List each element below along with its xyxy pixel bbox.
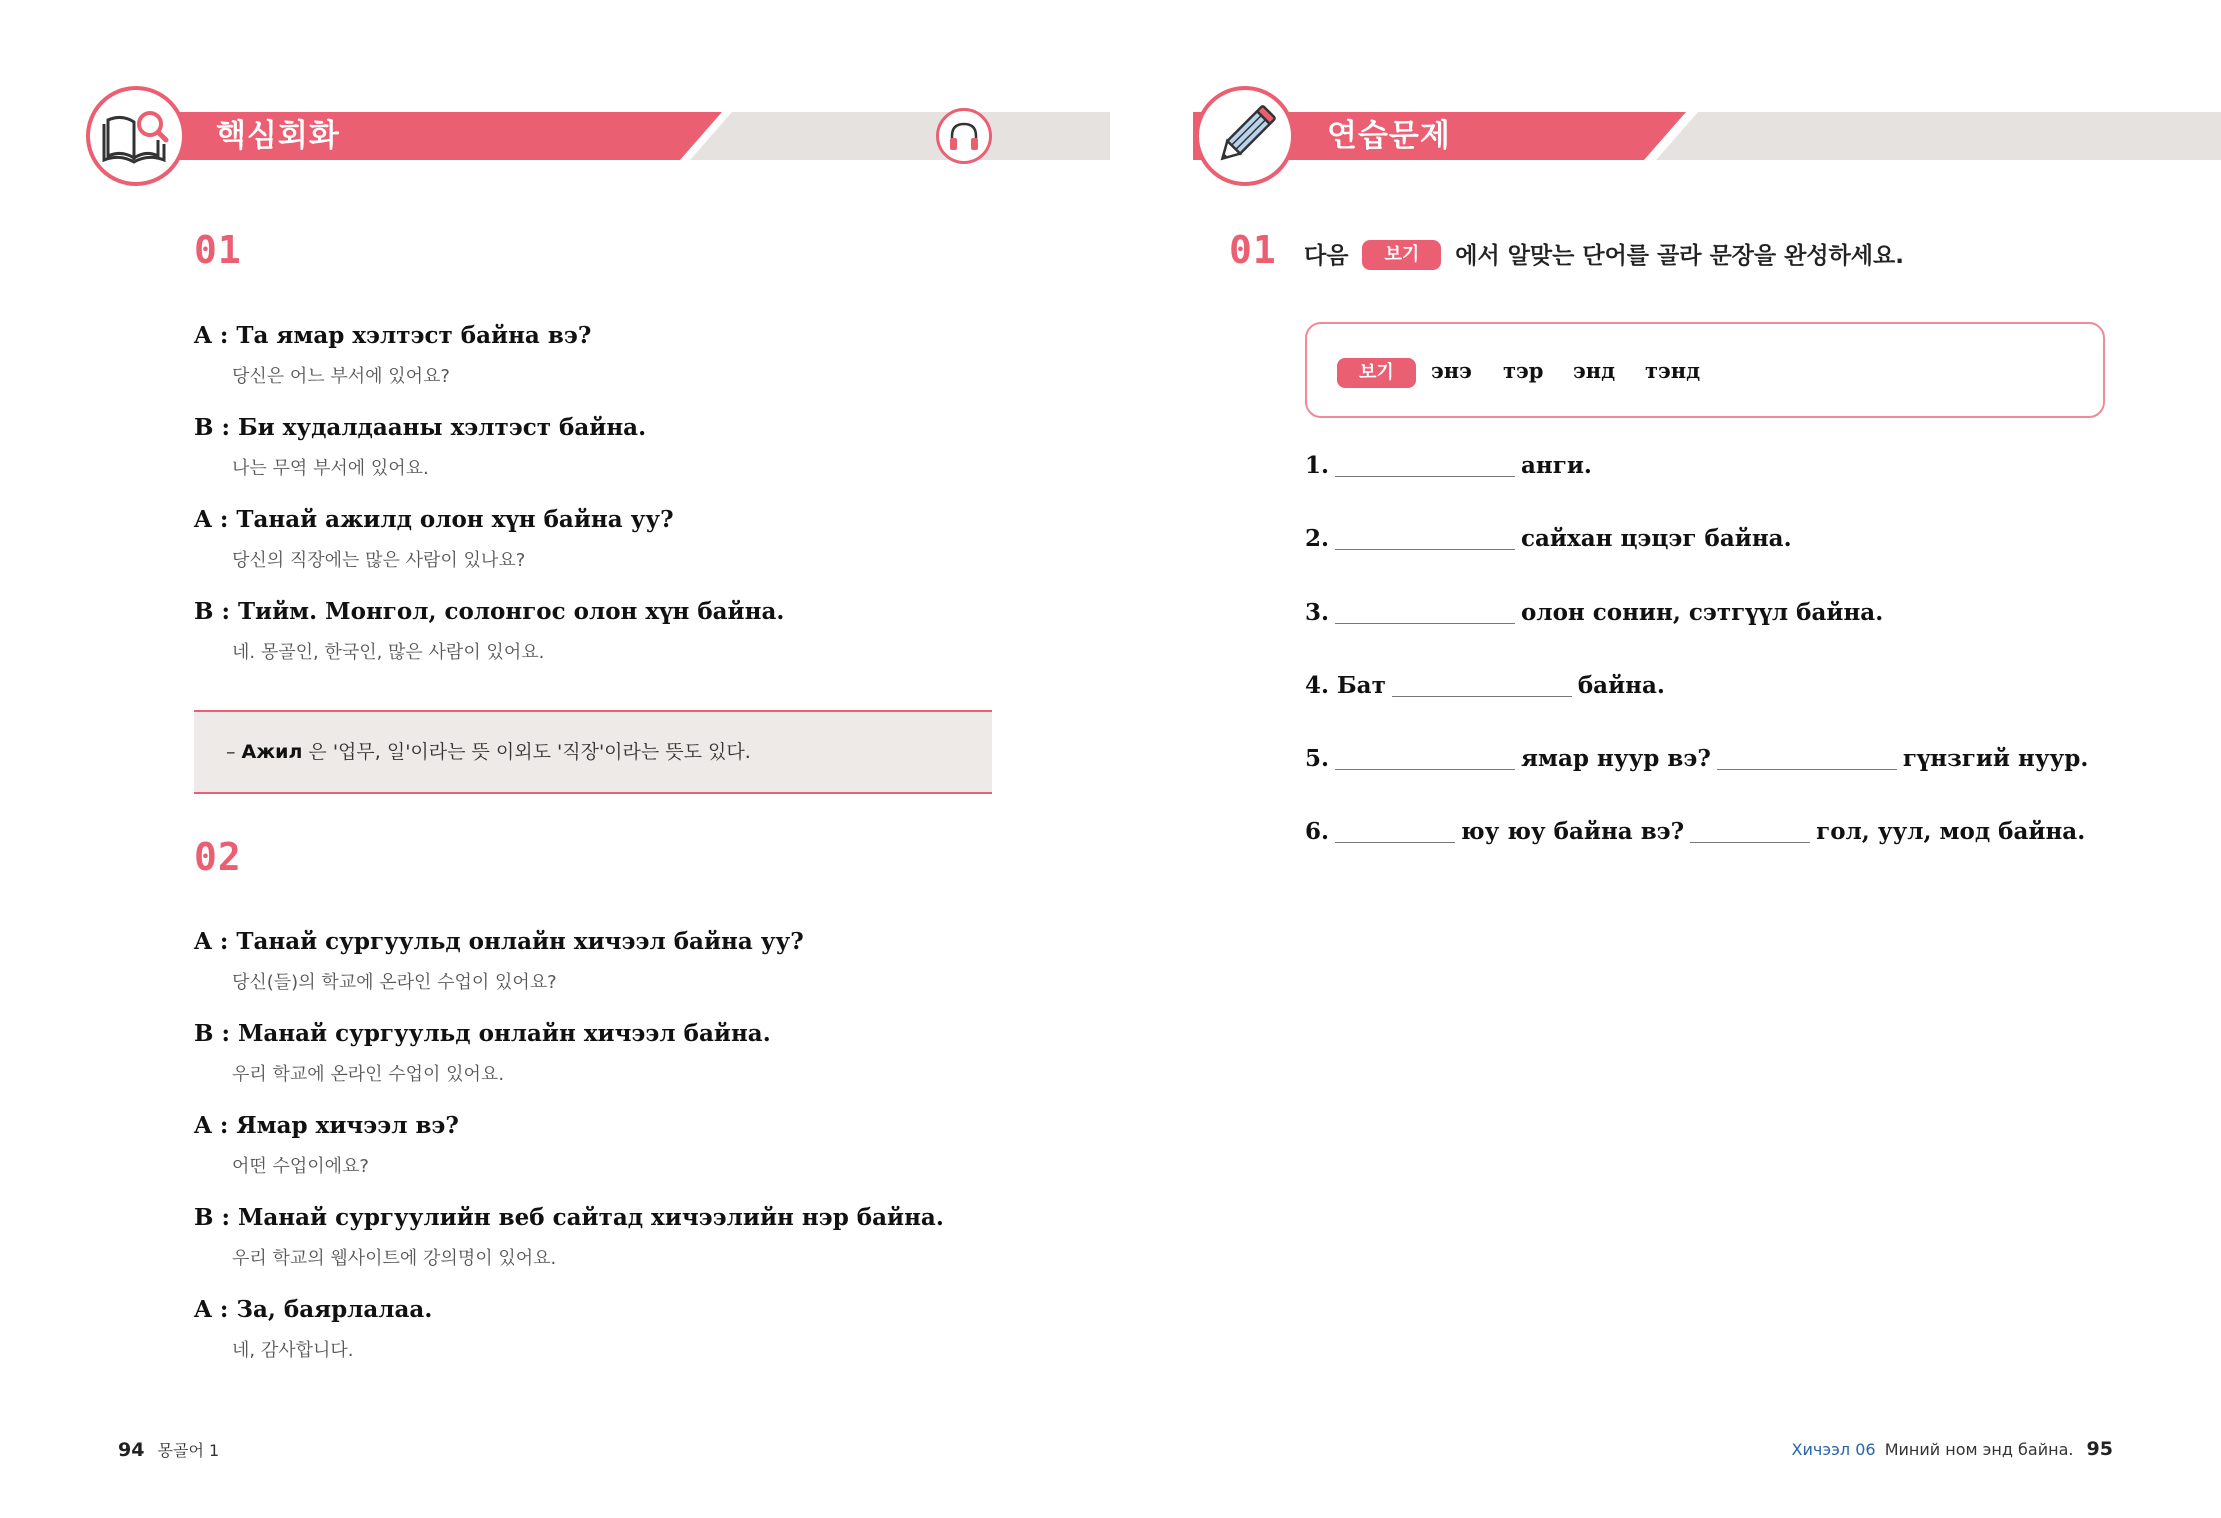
dialogue-line-korean: 당신은 어느 부서에 있어요? — [232, 366, 450, 387]
answer-blank[interactable] — [1335, 596, 1515, 624]
answer-blank[interactable] — [1335, 449, 1515, 477]
note-text: 은 '업무, 일'이라는 뜻 이외도 '직장'이라는 뜻도 있다. — [302, 741, 751, 763]
dialogue-line-korean: 네, 감사합니다. — [232, 1340, 354, 1361]
banner-grey-band — [690, 112, 1110, 160]
dialogue-line-mongolian: A : Та ямар хэлтэст байна вэ? — [194, 322, 592, 349]
dialogue-line-mongolian: B : Манай сургуульд онлайн хичээл байна. — [194, 1020, 771, 1047]
item-text: юу юу байна вэ? — [1461, 818, 1685, 845]
item-text: Бат — [1337, 672, 1386, 699]
exercise-item-4 — [1305, 666, 1665, 706]
right-page — [1111, 0, 2221, 1518]
word-bank-word: энд — [1573, 358, 1616, 383]
dialogue-line-mongolian: B : Би худалдааны хэлтэст байна. — [194, 414, 647, 441]
pencil-icon — [1195, 86, 1295, 186]
dialogue-line-mongolian: A : Ямар хичээл вэ? — [194, 1112, 459, 1139]
left-page — [0, 0, 1110, 1518]
page-number: 94 — [118, 1439, 145, 1461]
answer-blank[interactable] — [1392, 669, 1572, 697]
item-text: ямар нуур вэ? — [1521, 745, 1711, 772]
dialogue-02 — [194, 922, 944, 1382]
dialogue-line-korean: 우리 학교에 온라인 수업이 있어요. — [232, 1064, 505, 1085]
item-text: гүнзгий нуур. — [1902, 745, 2089, 772]
item-number: 5. — [1305, 745, 1330, 772]
answer-blank[interactable] — [1335, 815, 1455, 843]
item-number: 6. — [1305, 818, 1330, 845]
exercise-item-1 — [1305, 446, 1592, 486]
section-title: 연습문제 — [1327, 118, 1451, 154]
dialogue-number-02: 02 — [194, 835, 242, 879]
left-footer — [118, 1438, 219, 1461]
banner-grey-band — [1656, 112, 2221, 160]
note-keyword: Ажил — [241, 741, 303, 763]
exercise-number: 01 — [1229, 228, 1277, 272]
dialogue-line-mongolian: B : Манай сургуулийн веб сайтад хичээлийн нэр байна. — [194, 1204, 944, 1231]
exercise-instruction — [1304, 236, 1904, 276]
dialogue-line-korean: 나는 무역 부서에 있어요. — [232, 458, 429, 479]
instruction-before: 다음 — [1304, 243, 1349, 269]
item-number: 4. — [1305, 672, 1330, 699]
word-bank-word: тэр — [1503, 358, 1544, 383]
dialogue-line-mongolian: A : Танай сургуульд онлайн хичээл байна уу? — [194, 928, 804, 955]
answer-blank[interactable] — [1335, 742, 1515, 770]
answer-blank[interactable] — [1335, 522, 1515, 550]
note-dash: – — [226, 741, 236, 763]
item-number: 2. — [1305, 525, 1330, 552]
exercise-item-3 — [1305, 593, 1883, 633]
dialogue-01 — [194, 316, 784, 684]
item-text: олон сонин, сэтгүүл байна. — [1521, 599, 1884, 626]
answer-blank[interactable] — [1717, 742, 1897, 770]
vocabulary-note — [194, 710, 992, 794]
word-bank-word: тэнд — [1645, 358, 1701, 383]
right-footer — [1792, 1438, 2113, 1460]
headphones-icon[interactable] — [936, 108, 992, 164]
dialogue-line-mongolian: B : Тийм. Монгол, солонгос олон хүн байна. — [194, 598, 785, 625]
page-number: 95 — [2086, 1438, 2113, 1460]
item-text: байна. — [1577, 672, 1665, 699]
section-banner-exercises — [1193, 112, 2221, 160]
item-text: гол, уул, мод байна. — [1816, 818, 2086, 845]
dialogue-line-mongolian: A : Танай ажилд олон хүн байна уу? — [194, 506, 674, 533]
item-text: сайхан цэцэг байна. — [1521, 525, 1792, 552]
exercise-item-6 — [1305, 812, 2085, 852]
instruction-after: 에서 알맞는 단어를 골라 문장을 완성하세요. — [1455, 243, 1904, 269]
word-bank-label: 보기 — [1337, 358, 1416, 388]
book-title: 몽골어 1 — [157, 1441, 220, 1460]
dialogue-line-korean: 당신(들)의 학교에 온라인 수업이 있어요? — [232, 972, 557, 993]
banner-red-band — [120, 112, 722, 160]
section-title: 핵심회화 — [216, 118, 340, 154]
dialogue-line-mongolian: A : За, баярлалаа. — [194, 1296, 433, 1323]
lesson-number: Хичээл 06 — [1791, 1440, 1876, 1459]
answer-blank[interactable] — [1690, 815, 1810, 843]
item-number: 3. — [1305, 599, 1330, 626]
item-text: анги. — [1521, 452, 1592, 479]
dialogue-line-korean: 어떤 수업이에요? — [232, 1156, 369, 1177]
word-bank-box — [1305, 322, 2105, 418]
item-number: 1. — [1305, 452, 1330, 479]
book-magnifier-icon — [86, 86, 186, 186]
dialogue-line-korean: 우리 학교의 웹사이트에 강의명이 있어요. — [232, 1248, 557, 1269]
word-bank-word: энэ — [1431, 358, 1472, 383]
exercise-item-5 — [1305, 739, 2088, 779]
exercise-item-2 — [1305, 519, 1792, 559]
lesson-title: Миний ном энд байна. — [1884, 1440, 2074, 1459]
dialogue-line-korean: 네. 몽골인, 한국인, 많은 사람이 있어요. — [232, 642, 545, 663]
dialogue-line-korean: 당신의 직장에는 많은 사람이 있나요? — [232, 550, 526, 571]
boxgi-pill: 보기 — [1362, 240, 1441, 270]
dialogue-number-01: 01 — [194, 228, 242, 272]
